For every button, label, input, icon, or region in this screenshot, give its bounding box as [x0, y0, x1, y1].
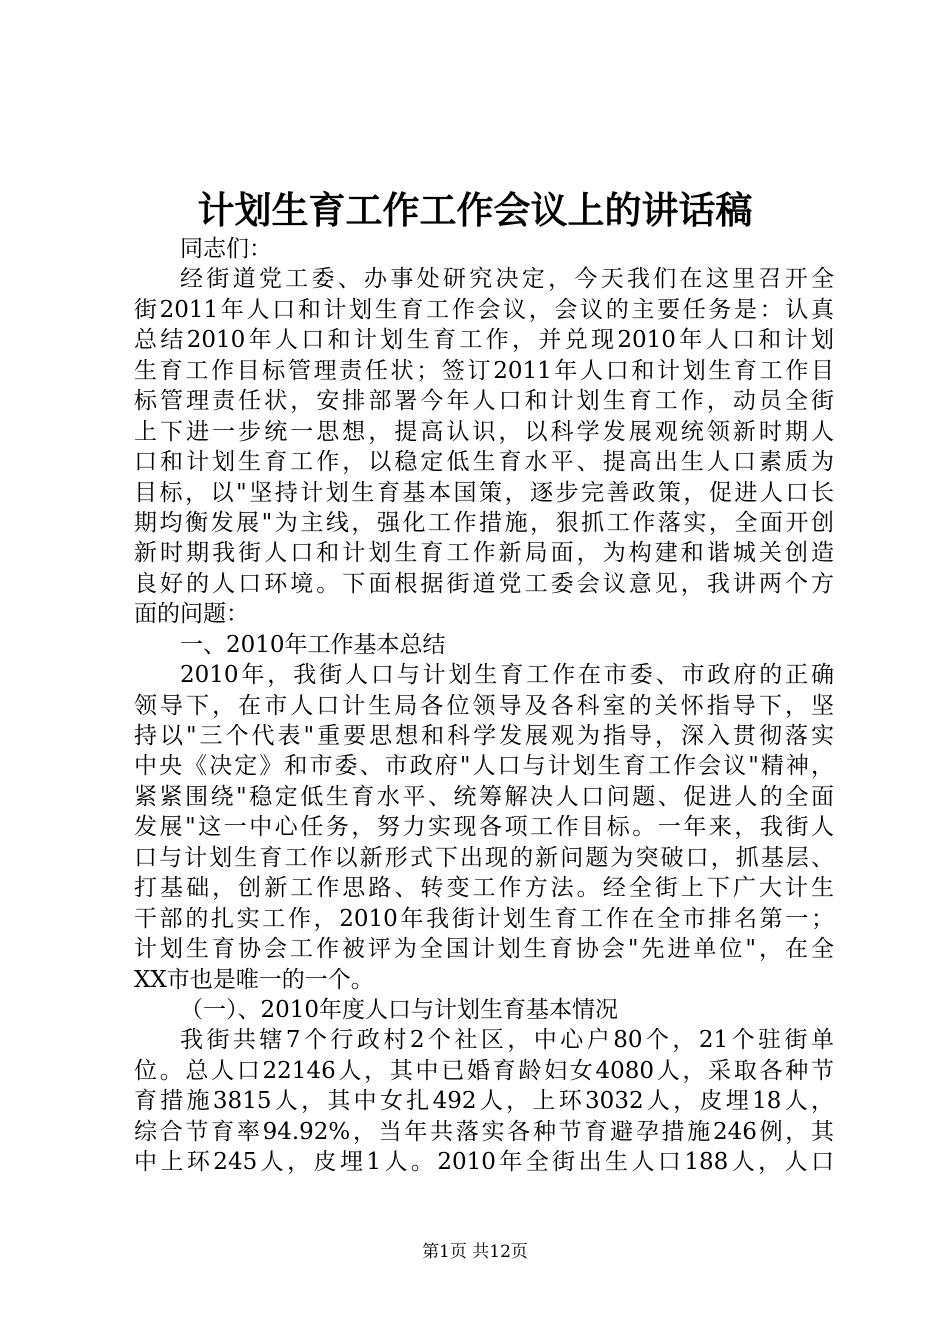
text-line: 打基础，创新工作思路、转变工作方法。经全街上下广大计生	[134, 875, 834, 902]
text-line: 中央《决定》和市委、市政府"人口与计划生育工作会议"精神，	[134, 753, 834, 780]
text-line: 生育工作目标管理责任状；签订2011年人口和计划生育工作目	[134, 357, 834, 384]
text-line: 中上环245人，皮埋1人。2010年全街出生人口188人，人口	[134, 1149, 834, 1176]
text-line: 面的问题：	[134, 601, 249, 628]
text-line: 良好的人口环境。下面根据街道党工委会议意见，我讲两个方	[134, 570, 834, 597]
page-footer: 第1页 共12页	[422, 1242, 528, 1262]
text-line: 计划生育协会工作被评为全国计划生育协会"先进单位"，在全	[134, 936, 834, 963]
text-line: 综合节育率94.92%，当年共落实各种节育避孕措施246例，其	[134, 1118, 834, 1145]
text-line: 目标，以"坚持计划生育基本国策，逐步完善政策，促进人口长	[134, 479, 834, 506]
text-line: 领导下，在市人口计生局各位领导及各科室的关怀指导下，坚	[134, 692, 834, 719]
text-line: 标管理责任状，安排部署今年人口和计划生育工作，动员全街	[134, 388, 834, 415]
text-line: 发展"这一中心任务，努力实现各项工作目标。一年来，我街人	[134, 814, 834, 841]
text-line: 持以"三个代表"重要思想和科学发展观为指导，深入贯彻落实	[134, 723, 834, 749]
text-line: （一）、2010年度人口与计划生育基本情况	[180, 996, 619, 1023]
document-body	[134, 234, 834, 1178]
text-line: 上下进一步统一思想，提高认识，以科学发展观统领新时期人	[134, 418, 834, 445]
text-line: 期均衡发展"为主线，强化工作措施，狠抓工作落实，全面开创	[134, 509, 834, 536]
document-title: 计划生育工作工作会议上的讲话稿	[197, 188, 753, 232]
text-line: 育措施3815人，其中女扎492人，上环3032人，皮埋18人，	[134, 1088, 834, 1115]
text-line: 干部的扎实工作，2010年我街计划生育工作在全市排名第一；	[134, 905, 834, 932]
text-line: 一、2010年工作基本总结	[180, 631, 446, 658]
text-line: 紧紧围绕"稳定低生育水平、统筹解决人口问题、促进人的全面	[134, 783, 834, 810]
text-line: 经街道党工委、办事处研究决定，今天我们在这里召开全	[180, 266, 834, 293]
text-line: 口和计划生育工作，以稳定低生育水平、提高出生人口素质为	[134, 449, 834, 476]
text-line: 新时期我街人口和计划生育工作新局面，为构建和谐城关创造	[134, 540, 834, 567]
text-line: 同志们：	[180, 236, 272, 262]
text-line: 我街共辖7个行政村2个社区，中心户80个，21个驻街单	[180, 1027, 834, 1054]
text-line: 街2011年人口和计划生育工作会议，会议的主要任务是：认真	[134, 296, 834, 323]
text-line: 总结2010年人口和计划生育工作，并兑现2010年人口和计划	[134, 327, 834, 354]
text-line: 口与计划生育工作以新形式下出现的新问题为突破口，抓基层、	[134, 844, 834, 871]
text-line: 位。总人口22146人，其中已婚育龄妇女4080人，采取各种节	[134, 1057, 834, 1084]
text-line: XX市也是唯一的一个。	[134, 966, 374, 993]
text-line: 2010年，我街人口与计划生育工作在市委、市政府的正确	[180, 662, 834, 689]
